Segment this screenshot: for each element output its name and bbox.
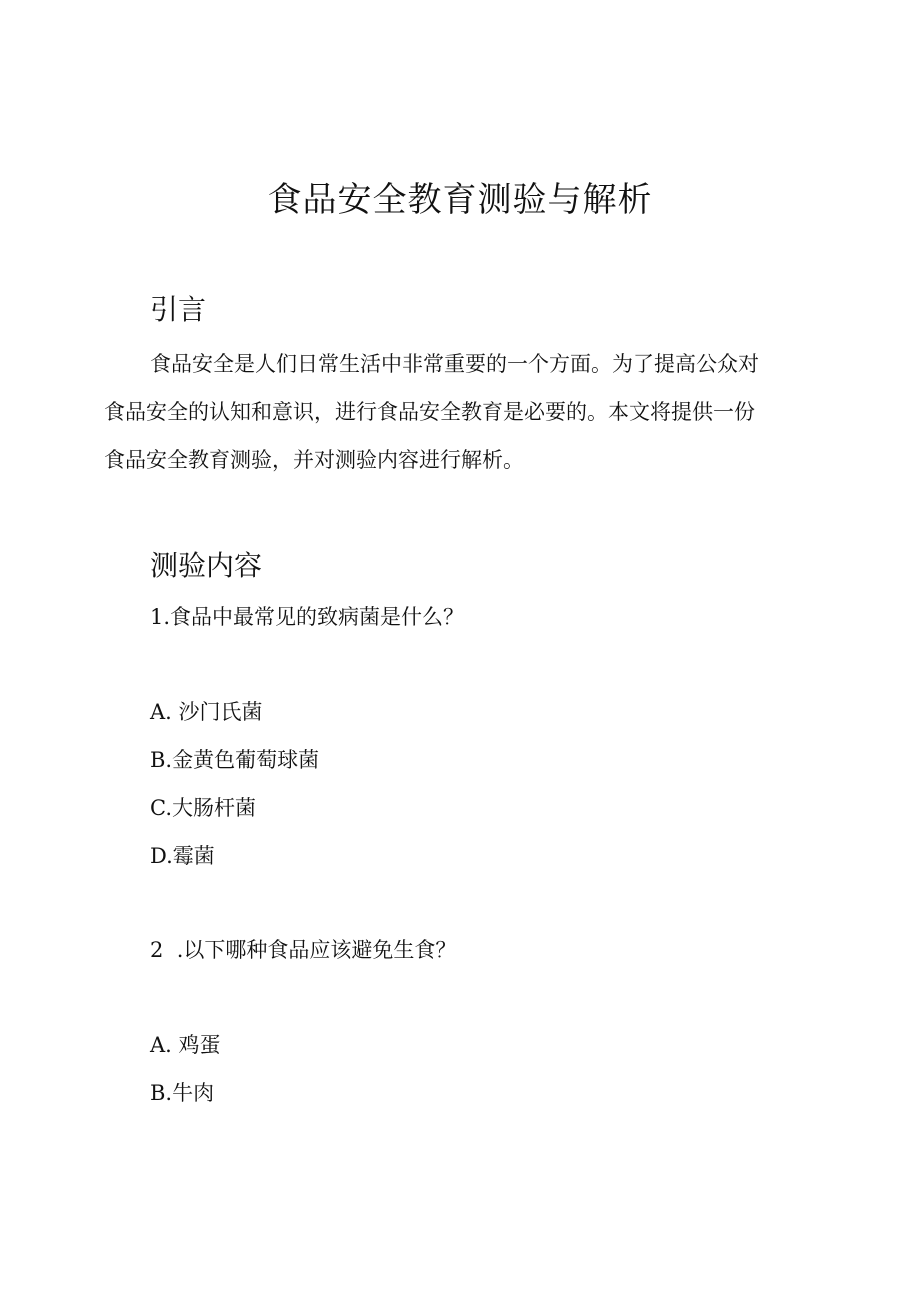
intro-line-3: 食品安全教育测验，并对测验内容进行解析。 <box>104 448 524 472</box>
question-1-option-b: B.金黄色葡萄球菌 <box>150 748 320 772</box>
intro-line-1: 食品安全是人们日常生活中非常重要的一个方面。为了提高公众对 <box>150 352 759 376</box>
question-1-option-c: C.大肠杆菌 <box>150 796 256 820</box>
intro-line-2: 食品安全的认知和意识，进行食品安全教育是必要的。本文将提供一份 <box>104 400 755 424</box>
question-2: 2 .以下哪种食品应该避免生食？ <box>150 938 457 962</box>
question-1-option-a: A. 沙门氏菌 <box>150 700 263 724</box>
question-1: 1.食品中最常见的致病菌是什么？ <box>150 605 465 629</box>
question-2-option-a: A. 鸡蛋 <box>150 1033 221 1057</box>
question-2-option-b: B.牛肉 <box>150 1081 215 1105</box>
document-title: 食品安全教育测验与解析 <box>267 180 653 220</box>
quiz-heading: 测验内容 <box>150 549 263 582</box>
question-1-option-d: D.霉菌 <box>150 844 215 868</box>
intro-heading: 引言 <box>150 293 207 326</box>
intro-paragraph <box>104 340 820 484</box>
